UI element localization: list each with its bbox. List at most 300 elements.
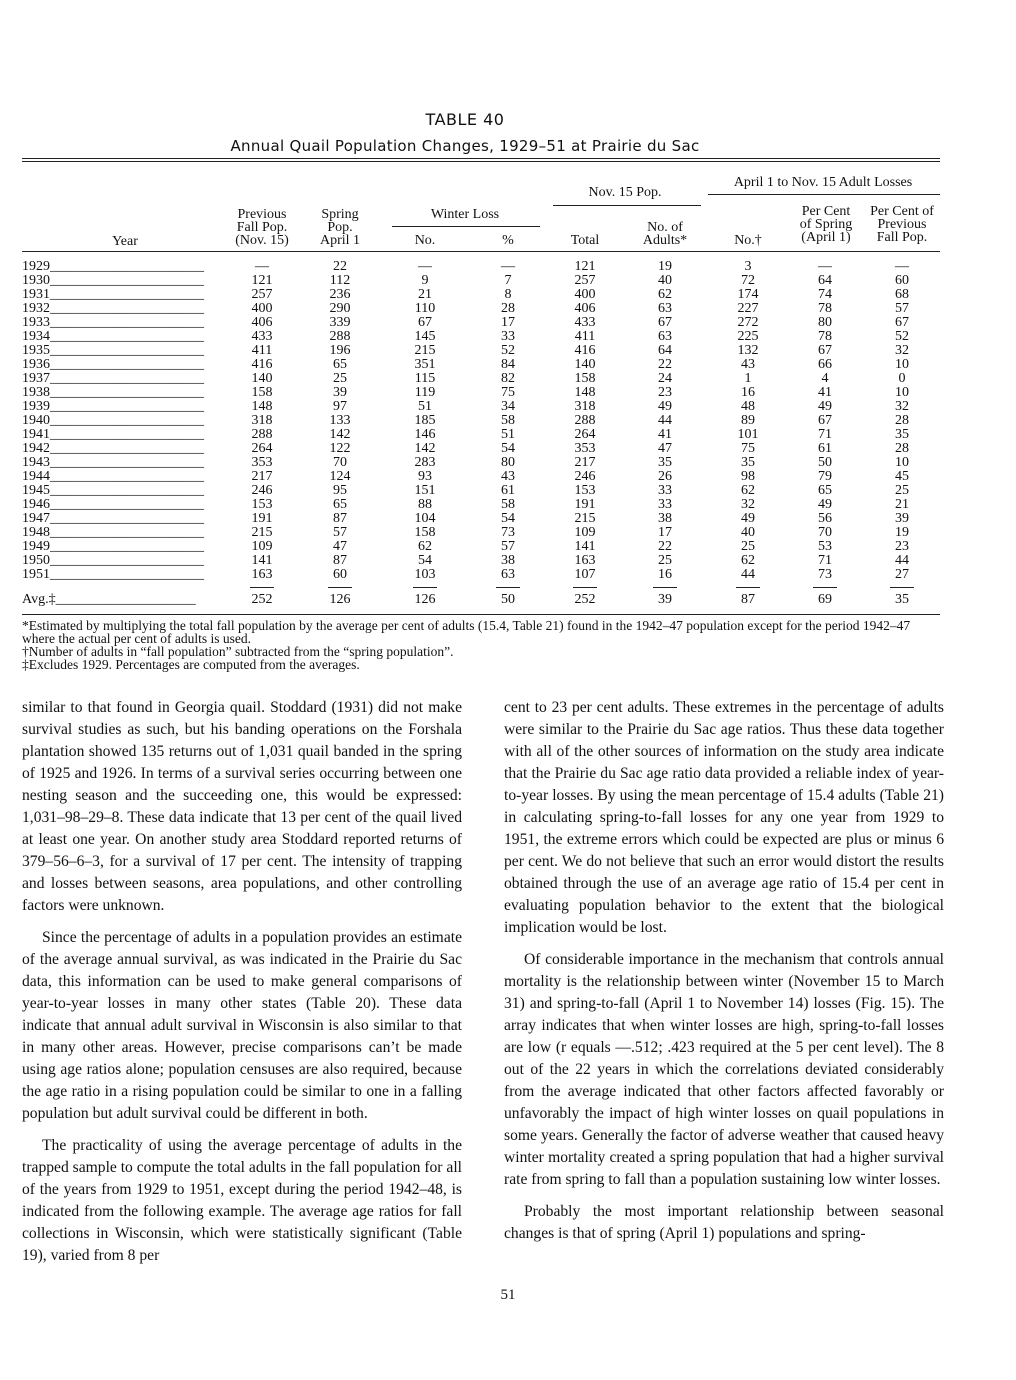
cell-prev-fall: 121 bbox=[251, 273, 273, 288]
paragraph: Of considerable importance in the mechanism that controls annual mortality is the relationship between winter (November 15 to March 31) and spring-to-fall (April 1 to November 14) losses (Fig. 15). The array indicates that when winter losses are high, spring-to-fall losses are low (r equals —.512; .423 required at the 5 per cent level). The 8 out of the 22 years in which the correlations deviated considerably from the average indicated that other factors affected favorably or unfavorably the impact of high winter losses on quail populations in some years. Generally the factor of adverse weather that caused heavy winter mortality created a spring population that had a higher survival rate from spring to fall than a population sustaining low winter losses. bbox=[504, 951, 944, 1188]
cell-prev-fall: 406 bbox=[251, 315, 273, 330]
cell-loss-no: 25 bbox=[741, 539, 755, 554]
cell-spring: 196 bbox=[329, 343, 351, 358]
adult-losses-rule bbox=[708, 194, 940, 195]
cell-pct-prev: 0 bbox=[898, 371, 906, 386]
cell-winter-pct: 43 bbox=[501, 469, 515, 484]
row-year: 1933______________________ bbox=[22, 315, 204, 330]
cell-prev-fall: 217 bbox=[251, 469, 273, 484]
cell-pct-prev: 44 bbox=[895, 553, 909, 568]
cell-prev-fall: — bbox=[255, 259, 269, 274]
cell-winter-pct: 7 bbox=[504, 273, 512, 288]
cell-nov15-adults: 35 bbox=[658, 455, 672, 470]
cell-spring: 112 bbox=[329, 273, 351, 288]
table-row bbox=[0, 428, 1016, 442]
cell-pct-prev: 27 bbox=[895, 567, 909, 582]
cell-pct-prev: 25 bbox=[895, 483, 909, 498]
cell-loss-no: 1 bbox=[744, 371, 752, 386]
cell-nov15-total: 433 bbox=[574, 315, 596, 330]
top-rule bbox=[22, 158, 940, 159]
cell-prev-fall: 140 bbox=[251, 371, 273, 386]
cell-spring: 39 bbox=[333, 385, 347, 400]
cell-loss-no: 174 bbox=[737, 287, 759, 302]
cell-spring: 236 bbox=[329, 287, 351, 302]
header-pct-prev-1: Per Cent of bbox=[870, 204, 934, 219]
average-row bbox=[0, 593, 1016, 607]
cell-prev-fall: 163 bbox=[251, 567, 273, 582]
cell-spring: 65 bbox=[333, 497, 347, 512]
cell-prev-fall: 191 bbox=[251, 511, 273, 526]
cell-winter-pct: 38 bbox=[501, 553, 515, 568]
table-bottom-rule bbox=[22, 614, 940, 615]
cell-pct-spring: 50 bbox=[818, 455, 832, 470]
header-prev-fall-1: Previous bbox=[237, 207, 287, 222]
cell-nov15-adults: 44 bbox=[658, 413, 672, 428]
cell-nov15-total: 264 bbox=[574, 427, 596, 442]
header-adult-losses: April 1 to Nov. 15 Adult Losses bbox=[733, 175, 913, 190]
sum-dash bbox=[573, 587, 597, 588]
cell-prev-fall: 353 bbox=[251, 455, 273, 470]
cell-winter-no: 103 bbox=[414, 567, 436, 582]
cell-spring: 87 bbox=[333, 511, 347, 526]
cell-winter-no: 93 bbox=[418, 469, 432, 484]
cell-loss-no: 132 bbox=[737, 343, 759, 358]
cell-winter-pct: 50 bbox=[501, 592, 515, 607]
cell-nov15-adults: 19 bbox=[658, 259, 672, 274]
cell-winter-pct: 33 bbox=[501, 329, 515, 344]
cell-nov15-adults: 38 bbox=[658, 511, 672, 526]
cell-nov15-adults: 47 bbox=[658, 441, 672, 456]
header-winter-no: No. bbox=[414, 233, 436, 248]
cell-spring: 126 bbox=[329, 592, 351, 607]
cell-pct-prev: 28 bbox=[895, 441, 909, 456]
cell-nov15-adults: 63 bbox=[658, 329, 672, 344]
cell-pct-spring: 80 bbox=[818, 315, 832, 330]
paragraph: similar to that found in Georgia quail. Stoddard (1931) did not make survival studies as such, but his banding operations on the Forshala plantation showed 135 returns out of 1,031 quail banded in the spring of 1925 and 1926. In terms of a survival series occurring between one nesting season and the succeeding one, this would be expressed: 1,031–98–29–8. These data indicate that 13 per cent of the quail lived at least one year. On another study area Stoddard reported returns of 379–56–6–3, for a survival of 17 per cent. The intensity of trapping and losses between seasons, area populations, and other controlling factors were unknown. bbox=[22, 699, 462, 914]
cell-winter-pct: — bbox=[501, 259, 515, 274]
cell-pct-spring: 49 bbox=[818, 399, 832, 414]
cell-winter-no: — bbox=[418, 259, 432, 274]
cell-winter-no: 110 bbox=[414, 301, 436, 316]
cell-nov15-total: 400 bbox=[574, 287, 596, 302]
cell-nov15-total: 246 bbox=[574, 469, 596, 484]
footnote: †Number of adults in “fall population” subtracted from the “spring population”. bbox=[22, 644, 454, 659]
row-year: 1939______________________ bbox=[22, 399, 204, 414]
footnote: ‡Excludes 1929. Percentages are computed from the averages. bbox=[22, 657, 360, 672]
cell-nov15-total: 252 bbox=[574, 592, 596, 607]
cell-winter-no: 9 bbox=[421, 273, 429, 288]
cell-pct-prev: 23 bbox=[895, 539, 909, 554]
page-number: 51 bbox=[500, 1287, 516, 1303]
paragraph: The practicality of using the average percentage of adults in the trapped sample to compute the total adults in the fall population for all of the years from 1929 to 1951, except during the period 1942–48, is indicated from the following example. The average age ratios for fall collections in Wisconsin, which were statistically significant (Table 19), varied from 8 per bbox=[22, 1137, 462, 1264]
cell-pct-prev: 68 bbox=[895, 287, 909, 302]
cell-pct-prev: 67 bbox=[895, 315, 909, 330]
cell-winter-no: 88 bbox=[418, 497, 432, 512]
cell-pct-spring: 53 bbox=[818, 539, 832, 554]
cell-nov15-adults: 64 bbox=[658, 343, 672, 358]
table-title: TABLE 40 bbox=[425, 110, 505, 129]
row-year: 1951______________________ bbox=[22, 567, 204, 582]
row-year: 1945______________________ bbox=[22, 483, 204, 498]
cell-nov15-adults: 39 bbox=[658, 592, 672, 607]
cell-nov15-adults: 33 bbox=[658, 497, 672, 512]
table-row bbox=[0, 302, 1016, 316]
cell-pct-prev: 35 bbox=[895, 427, 909, 442]
cell-pct-prev: 45 bbox=[895, 469, 909, 484]
table-caption: Annual Quail Population Changes, 1929–51 at Prairie du Sac bbox=[230, 137, 700, 155]
cell-winter-pct: 75 bbox=[501, 385, 515, 400]
cell-pct-spring: 78 bbox=[818, 301, 832, 316]
cell-winter-pct: 57 bbox=[501, 539, 515, 554]
table-row bbox=[0, 526, 1016, 540]
cell-pct-spring: 41 bbox=[818, 385, 832, 400]
sum-dash bbox=[496, 587, 520, 588]
cell-pct-spring: 65 bbox=[818, 483, 832, 498]
cell-winter-pct: 61 bbox=[501, 483, 515, 498]
cell-nov15-total: 148 bbox=[574, 385, 596, 400]
cell-pct-spring: 64 bbox=[818, 273, 832, 288]
cell-pct-spring: 71 bbox=[818, 553, 832, 568]
cell-pct-spring: 61 bbox=[818, 441, 832, 456]
row-year: 1932______________________ bbox=[22, 301, 204, 316]
header-winter-pct: % bbox=[502, 233, 514, 248]
cell-loss-no: 62 bbox=[741, 553, 755, 568]
cell-nov15-adults: 25 bbox=[658, 553, 672, 568]
cell-winter-pct: 17 bbox=[501, 315, 515, 330]
cell-pct-spring: 56 bbox=[818, 511, 832, 526]
cell-winter-pct: 58 bbox=[501, 497, 515, 512]
cell-nov15-total: 163 bbox=[574, 553, 596, 568]
cell-prev-fall: 252 bbox=[251, 592, 273, 607]
cell-loss-no: 225 bbox=[737, 329, 759, 344]
sum-dash bbox=[250, 587, 274, 588]
cell-pct-prev: 19 bbox=[895, 525, 909, 540]
row-year: 1938______________________ bbox=[22, 385, 204, 400]
body-column-left bbox=[22, 697, 462, 1267]
cell-loss-no: 16 bbox=[741, 385, 755, 400]
cell-spring: 288 bbox=[329, 329, 351, 344]
cell-nov15-total: 416 bbox=[574, 343, 596, 358]
row-year: 1936______________________ bbox=[22, 357, 204, 372]
cell-prev-fall: 246 bbox=[251, 483, 273, 498]
cell-spring: 122 bbox=[329, 441, 351, 456]
cell-winter-no: 351 bbox=[414, 357, 436, 372]
cell-pct-prev: 10 bbox=[895, 455, 909, 470]
cell-nov15-total: 217 bbox=[574, 455, 596, 470]
cell-winter-no: 51 bbox=[418, 399, 432, 414]
cell-pct-spring: 79 bbox=[818, 469, 832, 484]
cell-nov15-total: 288 bbox=[574, 413, 596, 428]
cell-winter-pct: 28 bbox=[501, 301, 515, 316]
cell-loss-no: 49 bbox=[741, 511, 755, 526]
row-year: 1940______________________ bbox=[22, 413, 204, 428]
row-year: 1949______________________ bbox=[22, 539, 204, 554]
table-row bbox=[0, 512, 1016, 526]
header-prev-fall-3: (Nov. 15) bbox=[235, 233, 289, 248]
cell-winter-no: 215 bbox=[414, 343, 436, 358]
cell-nov15-total: 353 bbox=[574, 441, 596, 456]
row-year: 1931______________________ bbox=[22, 287, 204, 302]
paragraph: Probably the most important relationship between seasonal changes is that of spring (April 1) populations and spring- bbox=[504, 1203, 944, 1242]
cell-loss-no: 72 bbox=[741, 273, 755, 288]
cell-pct-spring: 49 bbox=[818, 497, 832, 512]
cell-spring: 60 bbox=[333, 567, 347, 582]
cell-winter-no: 283 bbox=[414, 455, 436, 470]
cell-nov15-adults: 41 bbox=[658, 427, 672, 442]
cell-winter-no: 126 bbox=[414, 592, 436, 607]
footnote: *Estimated by multiplying the total fall population by the average per cent of adults (15.4, Table 21) found in the 1942–47 population except for the period 1942–47 where the actual per cent of adults is used. bbox=[22, 618, 911, 646]
cell-nov15-adults: 33 bbox=[658, 483, 672, 498]
cell-spring: 142 bbox=[329, 427, 351, 442]
table-row bbox=[0, 316, 1016, 330]
cell-nov15-adults: 49 bbox=[658, 399, 672, 414]
cell-spring: 65 bbox=[333, 357, 347, 372]
cell-pct-prev: 28 bbox=[895, 413, 909, 428]
table-row bbox=[0, 344, 1016, 358]
cell-nov15-total: 153 bbox=[574, 483, 596, 498]
cell-spring: 57 bbox=[333, 525, 347, 540]
cell-prev-fall: 318 bbox=[251, 413, 273, 428]
table-row bbox=[0, 400, 1016, 414]
row-year: 1944______________________ bbox=[22, 469, 204, 484]
cell-spring: 22 bbox=[333, 259, 347, 274]
cell-pct-spring: 74 bbox=[818, 287, 832, 302]
table-row bbox=[0, 470, 1016, 484]
cell-nov15-adults: 17 bbox=[658, 525, 672, 540]
header-loss-no: No.† bbox=[734, 233, 762, 248]
cell-prev-fall: 416 bbox=[251, 357, 273, 372]
cell-nov15-total: 411 bbox=[574, 329, 596, 344]
cell-nov15-total: 141 bbox=[574, 539, 596, 554]
cell-nov15-total: 107 bbox=[574, 567, 596, 582]
cell-loss-no: 44 bbox=[741, 567, 755, 582]
table-row bbox=[0, 540, 1016, 554]
header-pct-prev-3: Fall Pop. bbox=[876, 230, 928, 245]
cell-nov15-adults: 22 bbox=[658, 357, 672, 372]
sum-dash bbox=[813, 587, 837, 588]
cell-loss-no: 101 bbox=[737, 427, 759, 442]
cell-spring: 133 bbox=[329, 413, 351, 428]
cell-spring: 87 bbox=[333, 553, 347, 568]
header-nov15-adults-1: No. of bbox=[647, 220, 683, 235]
row-year: 1937______________________ bbox=[22, 371, 204, 386]
cell-pct-spring: 70 bbox=[818, 525, 832, 540]
cell-pct-spring: 67 bbox=[818, 343, 832, 358]
table-row bbox=[0, 330, 1016, 344]
cell-winter-no: 158 bbox=[414, 525, 436, 540]
cell-pct-prev: 32 bbox=[895, 399, 909, 414]
paragraph: Since the percentage of adults in a population provides an estimate of the average annual survival, as was indicated in the Prairie du Sac data, this information can be used to make general comparisons of year-to-year losses in many other states (Table 20). These data indicate that annual adult survival in Wisconsin is also similar to that in many other areas. However, precise comparisons can’t be made using age ratios alone; population censuses are also required, because the age ratio in a rising population could be similar to one in a falling population but adult survival could be different in both. bbox=[22, 929, 462, 1122]
cell-loss-no: 62 bbox=[741, 483, 755, 498]
cell-prev-fall: 153 bbox=[251, 497, 273, 512]
cell-spring: 124 bbox=[329, 469, 351, 484]
cell-winter-pct: 58 bbox=[501, 413, 515, 428]
body-column-right bbox=[504, 697, 944, 1245]
cell-pct-prev: 21 bbox=[895, 497, 909, 512]
cell-nov15-adults: 22 bbox=[658, 539, 672, 554]
cell-pct-prev: 10 bbox=[895, 357, 909, 372]
cell-loss-no: 40 bbox=[741, 525, 755, 540]
cell-winter-pct: 80 bbox=[501, 455, 515, 470]
cell-winter-no: 145 bbox=[414, 329, 436, 344]
sum-dash bbox=[328, 587, 352, 588]
row-year: 1935______________________ bbox=[22, 343, 204, 358]
cell-nov15-total: 140 bbox=[574, 357, 596, 372]
cell-winter-no: 54 bbox=[418, 553, 432, 568]
cell-pct-spring: 67 bbox=[818, 413, 832, 428]
cell-loss-no: 3 bbox=[744, 259, 752, 274]
cell-nov15-adults: 24 bbox=[658, 371, 672, 386]
header-year: Year bbox=[112, 234, 138, 249]
cell-prev-fall: 148 bbox=[251, 399, 273, 414]
cell-prev-fall: 109 bbox=[251, 539, 273, 554]
cell-pct-spring: 78 bbox=[818, 329, 832, 344]
header-spring-3: April 1 bbox=[319, 233, 361, 248]
cell-nov15-adults: 62 bbox=[658, 287, 672, 302]
cell-pct-prev: 52 bbox=[895, 329, 909, 344]
cell-winter-pct: 84 bbox=[501, 357, 515, 372]
header-spring-1: Spring bbox=[321, 207, 359, 222]
header-winter-loss: Winter Loss bbox=[430, 207, 500, 222]
row-year: 1942______________________ bbox=[22, 441, 204, 456]
cell-winter-no: 62 bbox=[418, 539, 432, 554]
row-year: Avg.‡____________________ bbox=[22, 592, 196, 607]
sum-dash bbox=[413, 587, 437, 588]
cell-winter-pct: 34 bbox=[501, 399, 515, 414]
cell-loss-no: 75 bbox=[741, 441, 755, 456]
table-row bbox=[0, 386, 1016, 400]
table-row bbox=[0, 568, 1016, 582]
cell-prev-fall: 433 bbox=[251, 329, 273, 344]
cell-spring: 47 bbox=[333, 539, 347, 554]
cell-winter-no: 142 bbox=[414, 441, 436, 456]
cell-prev-fall: 288 bbox=[251, 427, 273, 442]
row-year: 1934______________________ bbox=[22, 329, 204, 344]
header-pct-spring-3: (April 1) bbox=[801, 230, 851, 245]
table-row bbox=[0, 554, 1016, 568]
row-year: 1943______________________ bbox=[22, 455, 204, 470]
cell-nov15-total: 158 bbox=[574, 371, 596, 386]
cell-winter-no: 119 bbox=[414, 385, 436, 400]
table-row bbox=[0, 442, 1016, 456]
cell-winter-no: 115 bbox=[414, 371, 436, 386]
top-rule-2 bbox=[22, 161, 940, 162]
cell-loss-no: 48 bbox=[741, 399, 755, 414]
cell-pct-spring: 66 bbox=[818, 357, 832, 372]
row-year: 1930______________________ bbox=[22, 273, 204, 288]
table-row bbox=[0, 498, 1016, 512]
table-row bbox=[0, 456, 1016, 470]
cell-nov15-adults: 63 bbox=[658, 301, 672, 316]
cell-winter-pct: 82 bbox=[501, 371, 515, 386]
cell-spring: 25 bbox=[333, 371, 347, 386]
cell-spring: 290 bbox=[329, 301, 351, 316]
cell-nov15-adults: 67 bbox=[658, 315, 672, 330]
cell-prev-fall: 141 bbox=[251, 553, 273, 568]
row-year: 1947______________________ bbox=[22, 511, 204, 526]
header-pct-spring-2: of Spring bbox=[799, 217, 853, 232]
row-year: 1941______________________ bbox=[22, 427, 204, 442]
cell-prev-fall: 215 bbox=[251, 525, 273, 540]
table-row bbox=[0, 288, 1016, 302]
header-prev-fall-2: Fall Pop. bbox=[236, 220, 288, 235]
cell-nov15-adults: 23 bbox=[658, 385, 672, 400]
cell-loss-no: 43 bbox=[741, 357, 755, 372]
cell-prev-fall: 411 bbox=[251, 343, 273, 358]
cell-prev-fall: 264 bbox=[251, 441, 273, 456]
cell-pct-prev: 32 bbox=[895, 343, 909, 358]
cell-nov15-total: 191 bbox=[574, 497, 596, 512]
cell-winter-pct: 54 bbox=[501, 511, 515, 526]
row-year: 1948______________________ bbox=[22, 525, 204, 540]
cell-winter-no: 67 bbox=[418, 315, 432, 330]
cell-winter-pct: 54 bbox=[501, 441, 515, 456]
cell-pct-spring: 71 bbox=[818, 427, 832, 442]
cell-prev-fall: 158 bbox=[251, 385, 273, 400]
cell-winter-pct: 73 bbox=[501, 525, 515, 540]
header-nov15: Nov. 15 Pop. bbox=[588, 185, 662, 200]
winter-loss-rule bbox=[392, 226, 540, 227]
cell-spring: 70 bbox=[333, 455, 347, 470]
cell-pct-prev: 39 bbox=[895, 511, 909, 526]
table-row bbox=[0, 414, 1016, 428]
cell-prev-fall: 257 bbox=[251, 287, 273, 302]
cell-pct-prev: — bbox=[895, 259, 909, 274]
cell-loss-no: 89 bbox=[741, 413, 755, 428]
cell-nov15-total: 215 bbox=[574, 511, 596, 526]
cell-spring: 97 bbox=[333, 399, 347, 414]
cell-pct-spring: — bbox=[818, 259, 832, 274]
cell-nov15-adults: 40 bbox=[658, 273, 672, 288]
cell-pct-spring: 69 bbox=[818, 592, 832, 607]
table-row bbox=[0, 260, 1016, 274]
cell-pct-prev: 10 bbox=[895, 385, 909, 400]
cell-winter-pct: 51 bbox=[501, 427, 515, 442]
cell-pct-prev: 35 bbox=[895, 592, 909, 607]
header-pct-spring-1: Per Cent bbox=[801, 204, 851, 219]
cell-winter-no: 185 bbox=[414, 413, 436, 428]
cell-pct-prev: 60 bbox=[895, 273, 909, 288]
table-row bbox=[0, 274, 1016, 288]
cell-prev-fall: 400 bbox=[251, 301, 273, 316]
header-nov15-total: Total bbox=[570, 233, 600, 248]
cell-pct-spring: 73 bbox=[818, 567, 832, 582]
cell-spring: 339 bbox=[329, 315, 351, 330]
cell-winter-pct: 63 bbox=[501, 567, 515, 582]
cell-loss-no: 98 bbox=[741, 469, 755, 484]
table-row bbox=[0, 484, 1016, 498]
table-footnotes bbox=[22, 619, 940, 671]
cell-loss-no: 35 bbox=[741, 455, 755, 470]
cell-nov15-total: 406 bbox=[574, 301, 596, 316]
row-year: 1946______________________ bbox=[22, 497, 204, 512]
cell-loss-no: 87 bbox=[741, 592, 755, 607]
cell-winter-no: 151 bbox=[414, 483, 436, 498]
paragraph: cent to 23 per cent adults. These extremes in the percentage of adults were similar to the Prairie du Sac age ratios. Thus these data together with all of the other sources of information on the study area indicate that the Prairie du Sac age ratio data provided a reliable index of year-to-year losses. By using the mean percentage of 15.4 adults (Table 21) in calculating spring-to-fall losses for any one year from 1929 to 1951, the extreme errors which could be expected are plus or minus 6 per cent. We do not believe that such an error would distort the results obtained through the use of an average age ratio of 15.4 per cent in evaluating population behavior to the extent that the biological implication would be lost. bbox=[504, 699, 944, 936]
nov15-rule bbox=[553, 205, 701, 206]
header-pct-prev-2: Previous bbox=[877, 217, 927, 232]
table-row bbox=[0, 372, 1016, 386]
cell-loss-no: 227 bbox=[737, 301, 759, 316]
cell-pct-prev: 57 bbox=[895, 301, 909, 316]
row-year: 1950______________________ bbox=[22, 553, 204, 568]
row-year: 1929______________________ bbox=[22, 259, 204, 274]
cell-loss-no: 32 bbox=[741, 497, 755, 512]
header-nov15-adults-2: Adults* bbox=[642, 233, 688, 248]
cell-winter-pct: 8 bbox=[504, 287, 512, 302]
header-bottom-rule bbox=[22, 251, 940, 252]
cell-loss-no: 272 bbox=[737, 315, 759, 330]
